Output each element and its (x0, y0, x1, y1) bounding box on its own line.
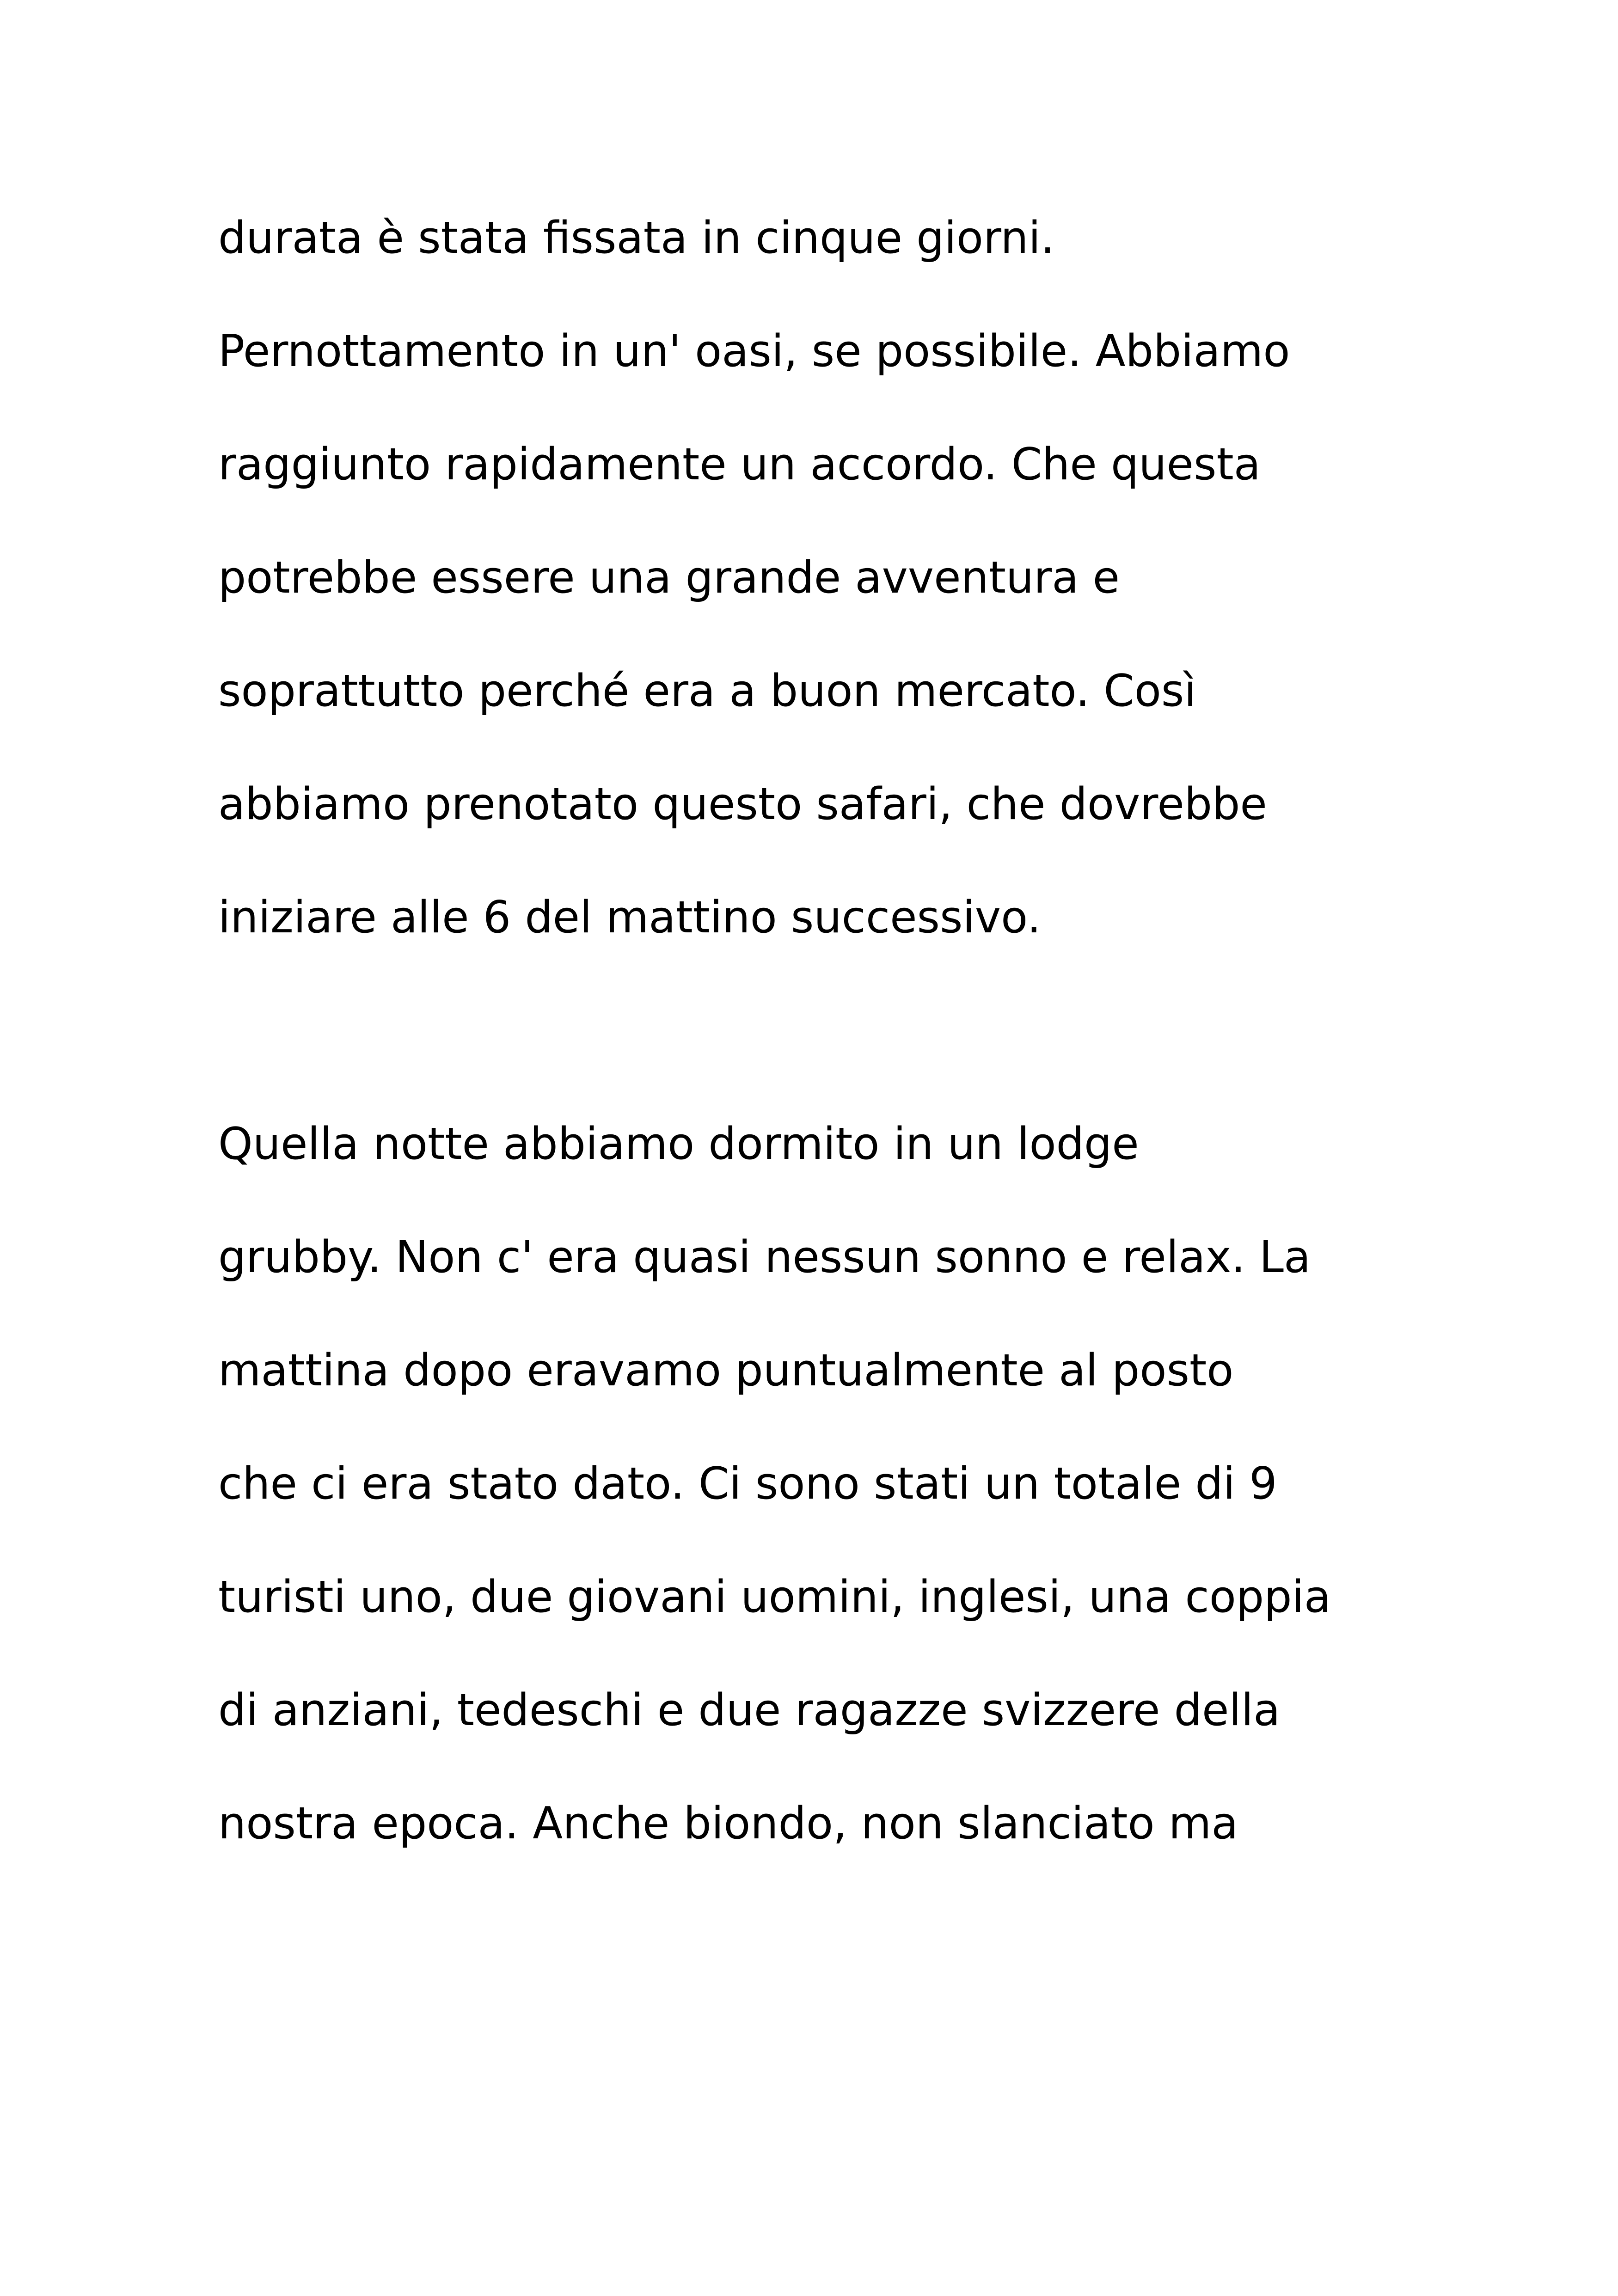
text-line: mattina dopo eravamo puntualmente al posto (218, 1345, 1234, 1396)
text-line: Quella notte abbiamo dormito in un lodge (218, 1119, 1139, 1169)
text-line: che ci era stato dato. Ci sono stati un totale di 9 (218, 1458, 1277, 1509)
text-line: turisti uno, due giovani uomini, inglesi, una coppia (218, 1572, 1331, 1623)
text-line: durata è stata fissata in cinque giorni. (218, 213, 1055, 263)
text-line: di anziani, tedeschi e due ragazze svizzere della (218, 1685, 1281, 1736)
text-line: soprattutto perché era a buon mercato. Così (218, 666, 1196, 716)
text-line: raggiunto rapidamente un accordo. Che questa (218, 439, 1261, 490)
text-line: iniziare alle 6 del mattino successivo. (218, 892, 1041, 943)
text-line: potrebbe essere una grande avventura e (218, 552, 1120, 603)
text-line: abbiamo prenotato questo safari, che dovrebbe (218, 779, 1267, 830)
text-line: nostra epoca. Anche biondo, non slanciato ma (218, 1798, 1238, 1849)
text-line: grubby. Non c' era quasi nessun sonno e relax. La (218, 1232, 1311, 1283)
text-line: Pernottamento in un' oasi, se possibile. Abbiamo (218, 326, 1290, 377)
